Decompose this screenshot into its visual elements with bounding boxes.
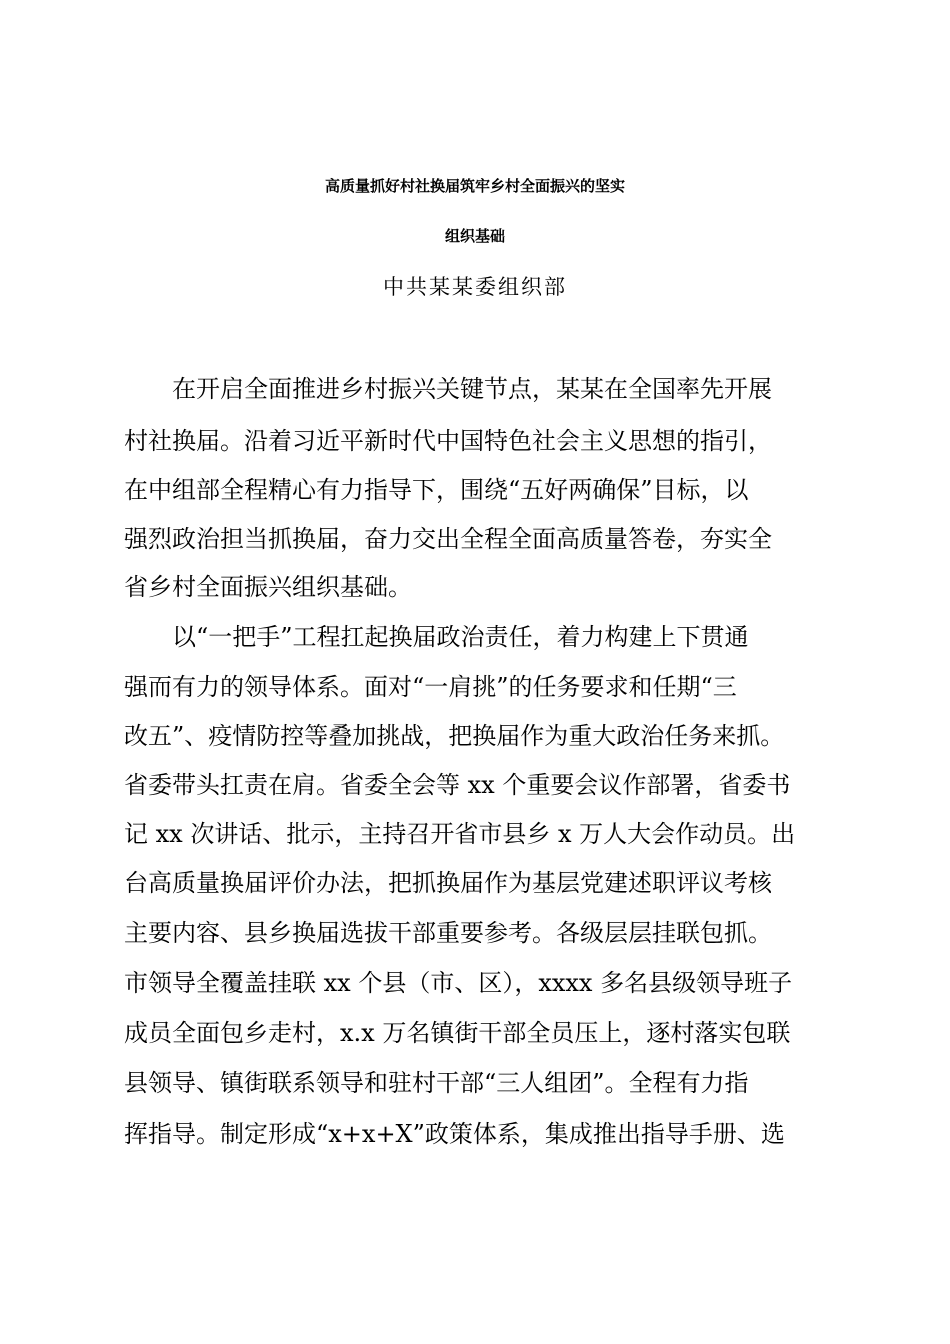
document-title-line-2: 组织基础 <box>444 227 505 245</box>
body-line: 村社换届。沿着习近平新时代中国特色社会主义思想的指引， <box>124 427 772 455</box>
body-line: 成员全面包乡走村，x.x 万名镇街干部全员压上，逐村落实包联 <box>124 1019 791 1047</box>
body-line: 台高质量换届评价办法，把抓换届作为基层党建述职评议考核 <box>124 869 772 897</box>
body-line: 县领导、镇街联系领导和驻村干部“三人组团”。全程有力指 <box>124 1069 749 1097</box>
body-line: 省委带头扛责在肩。省委全会等 xx 个重要会议作部署，省委书 <box>124 771 791 799</box>
body-line: 省乡村全面振兴组织基础。 <box>124 573 412 601</box>
body-line: 挥指导。制定形成“x+x+X”政策体系，集成推出指导手册、选 <box>124 1120 785 1148</box>
body-line: 主要内容、县乡换届选拔干部重要参考。各级层层挂联包抓。 <box>124 919 772 947</box>
body-line: 记 xx 次讲话、批示，主持召开省市县乡 x 万人大会作动员。出 <box>124 820 796 848</box>
body-line: 强而有力的领导体系。面对“一肩挑”的任务要求和任期“三 <box>124 673 737 701</box>
document-author: 中共某某委组织部 <box>383 275 567 299</box>
body-line: 市领导全覆盖挂联 xx 个县（市、区），xxxx 多名县级领导班子 <box>124 969 793 997</box>
body-line: 改五”、疫情防控等叠加挑战，把换届作为重大政治任务来抓。 <box>124 722 785 750</box>
body-line: 强烈政治担当抓换届，奋力交出全程全面高质量答卷，夯实全 <box>124 525 772 553</box>
body-line: 在开启全面推进乡村振兴关键节点，某某在全国率先开展 <box>172 375 772 403</box>
body-line: 在中组部全程精心有力指导下，围绕“五好两确保”目标，以 <box>124 476 749 504</box>
body-line: 以“一把手”工程扛起换届政治责任，着力构建上下贯通 <box>172 623 749 651</box>
document-title-line-1: 高质量抓好村社换届筑牢乡村全面振兴的坚实 <box>324 177 625 195</box>
